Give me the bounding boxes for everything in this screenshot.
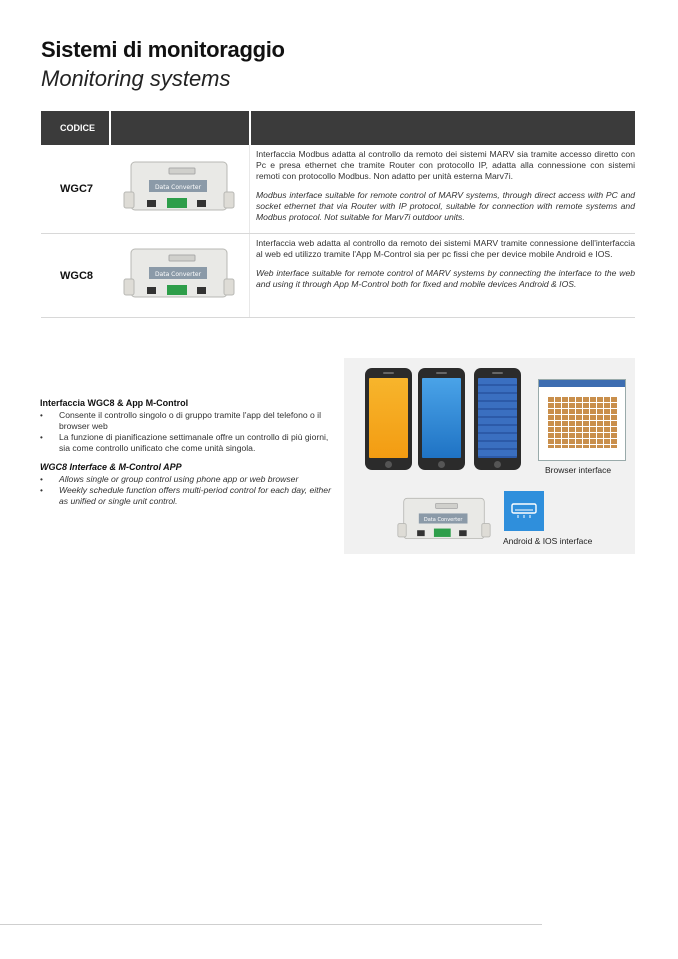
header-image (111, 111, 249, 145)
features-list-en (40, 474, 335, 507)
smartphone-app-screen (365, 368, 412, 470)
list-item: • La funzione di pianificazione settimanale offre un controllo di più giorni, sia come controllo unificato che come unità singola. (40, 432, 335, 454)
page-title: Sistemi di monitoraggio (41, 37, 285, 62)
description-en: Web interface suitable for remote control of MARV systems by connecting the interface to the web and using it through App M-Control both for fixed and mobile devices Android & IOS. (256, 268, 635, 289)
product-description (250, 234, 635, 317)
product-code: WGC8 (60, 269, 93, 282)
data-converter-device-icon (123, 247, 235, 305)
table-header (41, 111, 635, 145)
features-list-it (40, 410, 335, 454)
smartphone-app-screen (474, 368, 521, 470)
header-description (251, 111, 635, 145)
list-item: • Consente il controllo singolo o di gruppo tramite l'app del telefono o il browser web (40, 410, 335, 432)
table-row (41, 234, 635, 318)
page-subtitle: Monitoring systems (41, 66, 231, 91)
browser-window-screenshot (538, 379, 626, 461)
list-item: • Weekly schedule function offers multi-period control for each day, either as unified or single unit control. (40, 485, 335, 507)
table-row (41, 145, 635, 234)
footer-divider (0, 924, 542, 925)
device-label: Data Converter (423, 517, 463, 523)
app-caption: Android & IOS interface (503, 536, 593, 546)
product-code: WGC7 (60, 183, 93, 195)
air-conditioner-app-icon (504, 491, 544, 531)
data-converter-device-icon (123, 160, 235, 218)
product-image (109, 234, 250, 317)
device-label: Data Converter (154, 184, 202, 191)
description-it: Interfaccia web adatta al controllo da remoto dei sistemi MARV tramite connessione dell'interfaccia al web ed utilizzo tramite l'App M-Control sia per pc fissi che per device mobile Android e IOS. (256, 238, 635, 259)
data-converter-device-icon (397, 495, 491, 547)
device-label: Data Converter (154, 270, 202, 278)
interface-panel (344, 358, 635, 554)
list-item: • Allows single or group control using phone app or web browser (40, 474, 335, 485)
description-en: Modbus interface suitable for remote control of MARV systems, through direct access with PC and socket ethernet that via Router with IP protocol, suitable for connection with remote systems and Modbus protocol. Not suitable for Marv7i outdoor units. (256, 190, 635, 222)
product-table (41, 111, 635, 318)
browser-caption: Browser interface (545, 465, 612, 475)
header-code: CODICE (41, 111, 109, 145)
smartphone-app-screen (418, 368, 465, 470)
features-section (40, 398, 335, 507)
features-title-en: WGC8 Interface & M-Control APP (40, 462, 182, 472)
product-description (250, 145, 635, 233)
description-it: Interfaccia Modbus adatta al controllo da remoto dei sistemi MARV sia tramite accesso diretto con Pc e presa ethernet che tramite Router con protocollo IP, adatta alla connessione con sistemi remoti con protocollo Modbus. Non adatto per unità esterna Marv7i. (256, 149, 635, 181)
product-image (109, 145, 250, 233)
features-title-it: Interfaccia WGC8 & App M-Control (40, 398, 189, 408)
